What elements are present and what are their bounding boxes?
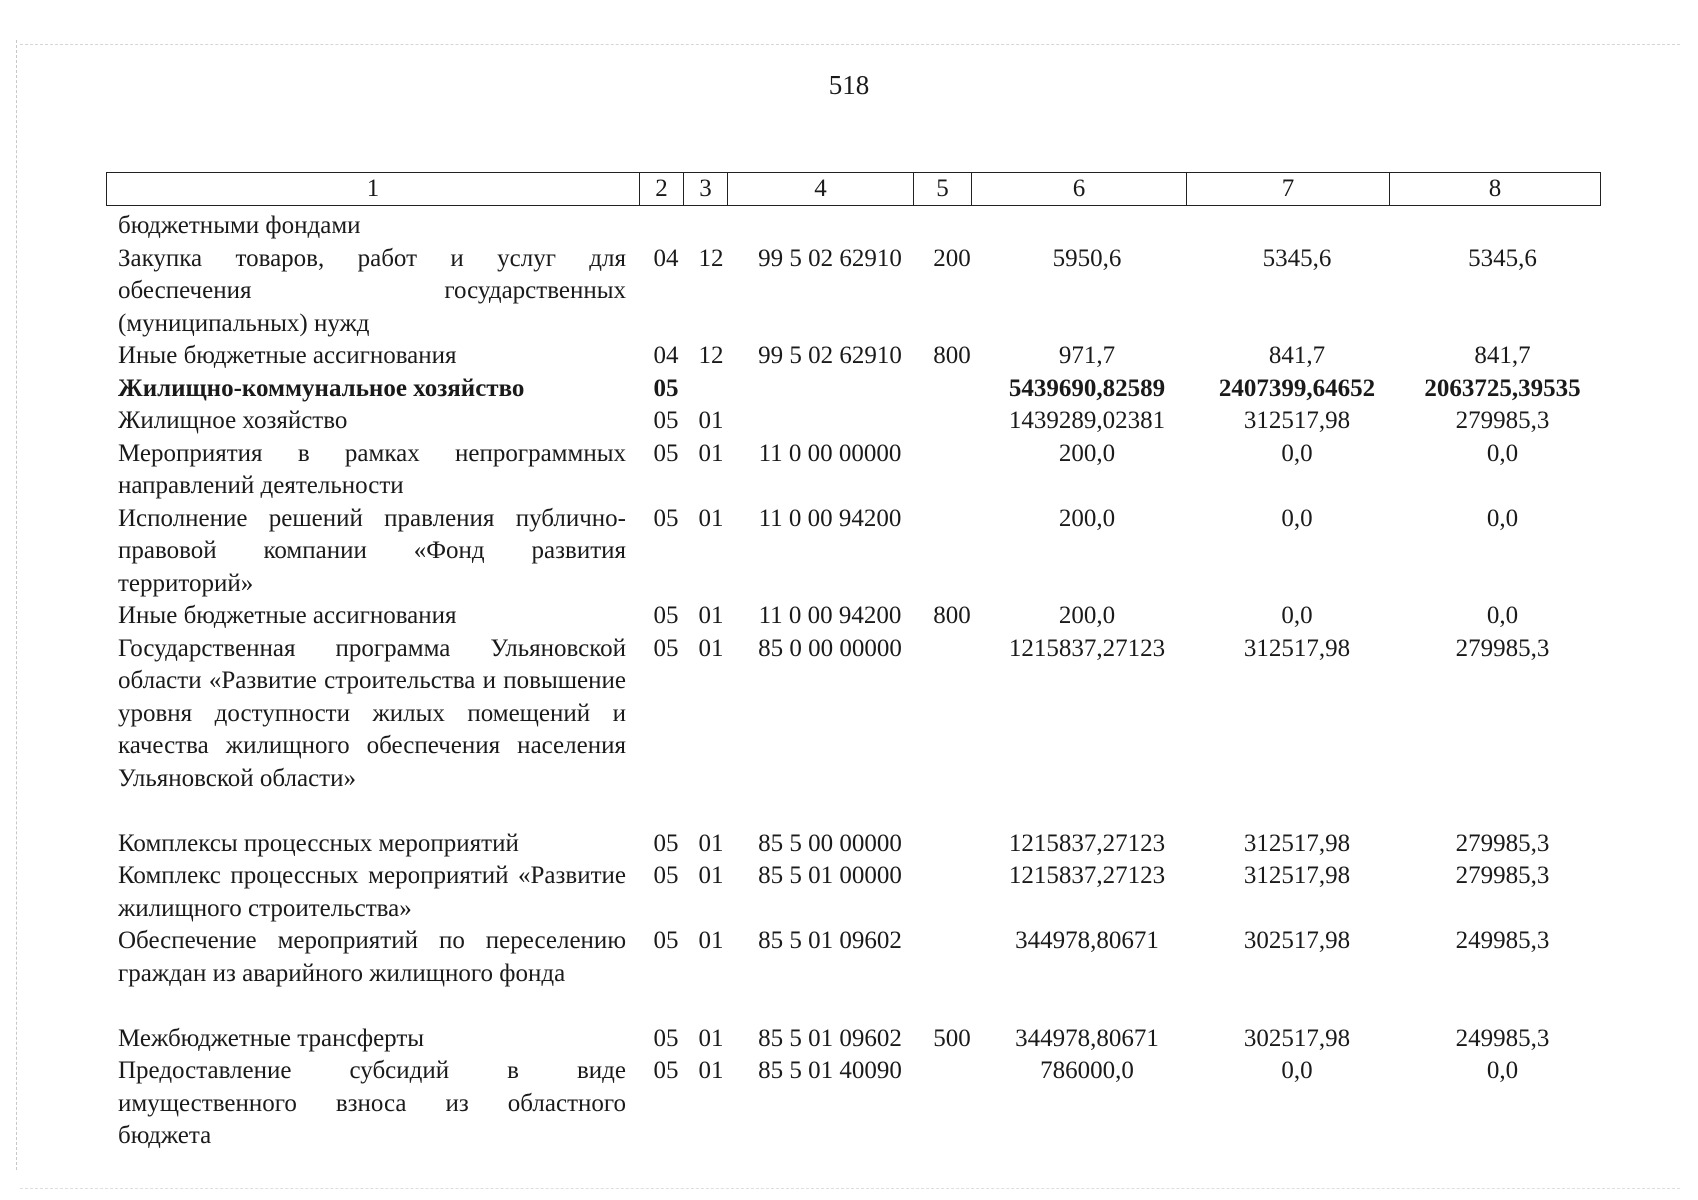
cell-col-7: 312517,98 <box>1243 829 1351 857</box>
cell-col-2: 05 <box>653 1024 679 1052</box>
cell-col-2: 04 <box>653 342 679 369</box>
cell-col-6: 344978,80671 <box>1015 927 1159 954</box>
cell-col-6: 200,0 <box>1058 504 1116 532</box>
column-header-6: 6 <box>972 173 1187 206</box>
scan-edge-top <box>20 44 1680 45</box>
cell-col-7: 302517,98 <box>1243 927 1351 954</box>
cell-col-5: 800 <box>933 602 971 629</box>
column-header-row <box>107 173 1601 206</box>
cell-col-7: 0,0 <box>1281 504 1313 532</box>
row-name: Предоставление субсидий в виде имущественного взноса из областного бюджета <box>118 1057 626 1149</box>
cell-col-4: 85 5 01 40090 <box>758 1057 902 1084</box>
table-row <box>0 925 1698 1023</box>
row-name: Жилищное хозяйство <box>118 407 348 434</box>
cell-col-3: 01 <box>698 407 724 434</box>
cell-col-3: 01 <box>698 1024 724 1052</box>
table-row <box>0 405 1698 438</box>
cell-col-4: 11 0 00 94200 <box>758 504 902 532</box>
row-name: Комплекс процессных мероприятий «Развитие жилищного строительства» <box>118 862 626 922</box>
cell-col-4: 11 0 00 00000 <box>758 439 902 467</box>
table-row <box>0 633 1698 828</box>
cell-col-6: 1215837,27123 <box>1008 829 1166 857</box>
cell-col-7: 0,0 <box>1281 1057 1313 1084</box>
row-name: бюджетными фондами <box>118 212 361 239</box>
cell-col-3: 01 <box>698 829 724 857</box>
cell-col-8: 249985,3 <box>1455 1024 1550 1052</box>
table-row <box>0 828 1698 861</box>
column-header-5: 5 <box>914 173 972 206</box>
cell-col-6: 5439690,82589 <box>1008 374 1166 402</box>
page-number: 518 <box>828 70 870 100</box>
cell-col-3: 12 <box>698 244 724 272</box>
cell-col-5: 800 <box>933 342 971 369</box>
table-row <box>0 438 1698 503</box>
table-row <box>0 373 1698 406</box>
cell-col-4: 99 5 02 62910 <box>758 244 902 272</box>
table-row <box>0 210 1698 243</box>
cell-col-2: 05 <box>653 504 679 532</box>
cell-col-8: 279985,3 <box>1455 862 1550 889</box>
cell-col-2: 05 <box>653 407 679 434</box>
cell-col-4: 85 5 01 09602 <box>758 1024 902 1052</box>
cell-col-7: 302517,98 <box>1243 1024 1351 1052</box>
cell-col-8: 279985,3 <box>1455 407 1550 434</box>
cell-col-8: 0,0 <box>1486 504 1519 532</box>
row-name: Иные бюджетные ассигнования <box>118 342 457 369</box>
row-name: Государственная программа Ульяновской области «Развитие строительства и повышение уровня доступности жилых помещений и качества жилищного обеспечения населения Ульяновской области» <box>118 634 626 792</box>
cell-col-3: 01 <box>698 504 724 532</box>
cell-col-8: 279985,3 <box>1455 634 1550 662</box>
column-header-2: 2 <box>640 173 684 206</box>
table-row <box>0 600 1698 633</box>
cell-col-6: 5950,6 <box>1052 244 1122 272</box>
cell-col-3: 12 <box>698 342 724 369</box>
row-name: Межбюджетные трансферты <box>118 1024 425 1052</box>
cell-col-8: 0,0 <box>1486 1057 1519 1084</box>
cell-col-7: 841,7 <box>1268 342 1326 369</box>
cell-col-2: 05 <box>653 439 679 467</box>
cell-col-8: 841,7 <box>1474 342 1531 369</box>
cell-col-4: 85 5 01 00000 <box>758 862 902 889</box>
cell-col-2: 05 <box>653 927 679 954</box>
row-name: Мероприятия в рамках непрограммных направлений деятельности <box>118 439 626 499</box>
cell-col-3: 01 <box>698 1057 724 1084</box>
cell-col-2: 05 <box>653 634 679 662</box>
cell-col-4: 85 0 00 00000 <box>758 634 902 662</box>
scan-edge-bottom <box>20 1188 1680 1189</box>
cell-col-8: 0,0 <box>1486 439 1519 467</box>
row-name: Иные бюджетные ассигнования <box>118 602 457 629</box>
cell-col-6: 1215837,27123 <box>1008 862 1166 889</box>
cell-col-3: 01 <box>698 634 724 662</box>
column-header-7: 7 <box>1187 173 1390 206</box>
cell-col-6: 786000,0 <box>1040 1057 1134 1084</box>
cell-col-8: 279985,3 <box>1455 829 1550 857</box>
column-header-8: 8 <box>1390 173 1601 206</box>
table-row <box>0 860 1698 925</box>
row-name: Исполнение решений правления публично-правовой компании «Фонд развития территорий» <box>118 504 626 597</box>
cell-col-4: 99 5 02 62910 <box>758 342 902 369</box>
cell-col-7: 0,0 <box>1281 439 1313 467</box>
table-row <box>0 503 1698 601</box>
cell-col-4: 85 5 00 00000 <box>758 829 902 857</box>
cell-col-7: 5345,6 <box>1262 244 1332 272</box>
cell-col-6: 200,0 <box>1058 602 1116 629</box>
row-name: Закупка товаров, работ и услуг для обеспечения государственных (муниципальных) нужд <box>118 244 626 337</box>
cell-col-8: 2063725,39535 <box>1424 374 1581 402</box>
cell-col-6: 344978,80671 <box>1015 1024 1159 1052</box>
cell-col-6: 1215837,27123 <box>1008 634 1166 662</box>
row-name: Жилищно-коммунальное хозяйство <box>118 374 525 402</box>
budget-table-body <box>0 210 1698 1149</box>
cell-col-7: 0,0 <box>1281 602 1313 629</box>
cell-col-2: 05 <box>653 829 679 857</box>
table-row <box>0 243 1698 341</box>
cell-col-8: 0,0 <box>1486 602 1519 629</box>
table-row <box>0 1023 1698 1056</box>
cell-col-4: 11 0 00 94200 <box>758 602 902 629</box>
cell-col-3: 01 <box>698 439 724 467</box>
cell-col-2: 04 <box>653 244 679 272</box>
cell-col-5: 500 <box>933 1024 971 1052</box>
column-header-1: 1 <box>107 173 640 206</box>
row-name: Обеспечение мероприятий по переселению граждан из аварийного жилищного фонда <box>118 927 626 987</box>
cell-col-2: 05 <box>653 862 679 889</box>
cell-col-8: 5345,6 <box>1468 244 1537 272</box>
cell-col-2: 05 <box>653 374 679 402</box>
cell-col-4: 85 5 01 09602 <box>758 927 902 954</box>
cell-col-5: 200 <box>933 244 971 272</box>
cell-col-7: 312517,98 <box>1243 634 1351 662</box>
row-name: Комплексы процессных мероприятий <box>118 829 519 857</box>
column-header-table <box>106 172 1601 206</box>
cell-col-3: 01 <box>698 862 724 889</box>
cell-col-6: 971,7 <box>1058 342 1116 369</box>
cell-col-3: 01 <box>698 602 724 629</box>
cell-col-3: 01 <box>698 927 724 954</box>
cell-col-7: 2407399,64652 <box>1218 374 1376 402</box>
cell-col-7: 312517,98 <box>1243 862 1351 889</box>
cell-col-8: 249985,3 <box>1455 927 1550 954</box>
table-row <box>0 1055 1698 1149</box>
cell-col-6: 1439289,02381 <box>1008 407 1166 434</box>
table-row <box>0 340 1698 373</box>
column-header-3: 3 <box>684 173 728 206</box>
cell-col-6: 200,0 <box>1058 439 1116 467</box>
column-header-4: 4 <box>728 173 914 206</box>
cell-col-2: 05 <box>653 1057 679 1084</box>
cell-col-2: 05 <box>653 602 679 629</box>
cell-col-7: 312517,98 <box>1243 407 1351 434</box>
